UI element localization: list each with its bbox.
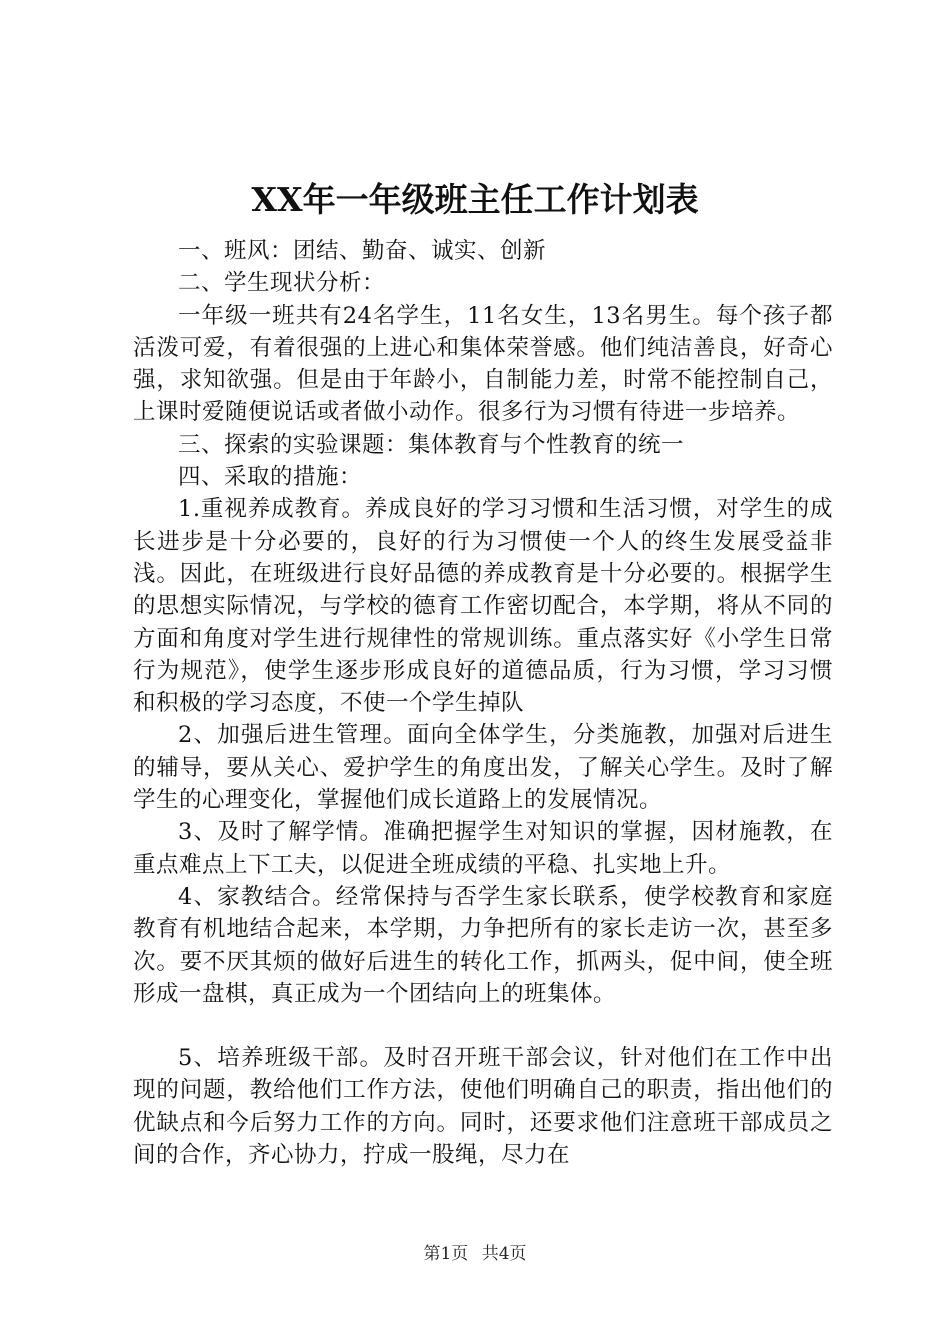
- paragraph-measure-3: 3、及时了解学情。准确把握学生对知识的掌握，因材施教，在重点难点上下工夫，以促进全班成绩的平稳、扎实地上升。: [133, 819, 833, 878]
- page-number: 第1页: [423, 1244, 469, 1264]
- document-body: [133, 235, 833, 1171]
- paragraph-measure-5: 5、培养班级干部。及时召开班干部会议，针对他们在工作中出现的问题，教给他们工作方法，使他们明确自己的职责，指出他们的优缺点和今后努力工作的方向。同时，还要求他们注意班干部成员之间的合作，齐心协力，拧成一股绳，尽力在: [133, 1045, 833, 1169]
- paragraph-student-analysis-heading: 二、学生现状分析：: [178, 270, 386, 297]
- paragraph-class-style: 一、班风：团结、勤奋、诚实、创新: [178, 238, 547, 264]
- paragraph-measures-heading: 四、采取的措施：: [178, 464, 363, 491]
- paragraph-measure-4: 4、家教结合。经常保持与否学生家长联系，使学校教育和家庭教育有机地结合起来，本学期，力争把所有的家长走访一次，甚至多次。要不厌其烦的做好后进生的转化工作，抓两头，促中间，使全班形成一盘棋，真正成为一个团结向上的班集体。: [133, 883, 833, 1007]
- paragraph-measure-2: 2、加强后进生管理。面向全体学生，分类施教，加强对后进生的辅导，要从关心、爱护学生的角度出发，了解关心学生。及时了解学生的心理变化，掌握他们成长道路上的发展情况。: [133, 722, 833, 814]
- paragraph-research-topic: 三、探索的实验课题：集体教育与个性教育的统一: [178, 431, 685, 458]
- paragraph-measure-1: 1.重视养成教育。养成良好的学习习惯和生活习惯，对学生的成长进步是十分必要的，良好的行为习惯使一个人的终生发展受益非浅。因此，在班级进行良好品德的养成教育是十分必要的。根据学生的思想实际情况，与学校的德育工作密切配合，本学期，将从不同的方面和角度对学生进行规律性的常规训练。重点落实好《小学生日常行为规范》，使学生逐步形成良好的道德品质，行为习惯，学习习惯和积极的学习态度，不使一个学生掉队: [133, 496, 833, 717]
- page-footer: [0, 1243, 950, 1265]
- paragraph-student-analysis: 一年级一班共有24名学生，11名女生，13名男生。每个孩子都活泼可爱，有着很强的上进心和集体荣誉感。他们纯洁善良，好奇心强，求知欲强。但是由于年龄小，自制能力差，时常不能控制自己，上课时爱随便说话或者做小动作。很多行为习惯有待进一步培养。: [133, 302, 833, 426]
- page-total: 共4页: [481, 1244, 527, 1264]
- document-title: XX年一年级班主任工作计划表: [251, 180, 699, 219]
